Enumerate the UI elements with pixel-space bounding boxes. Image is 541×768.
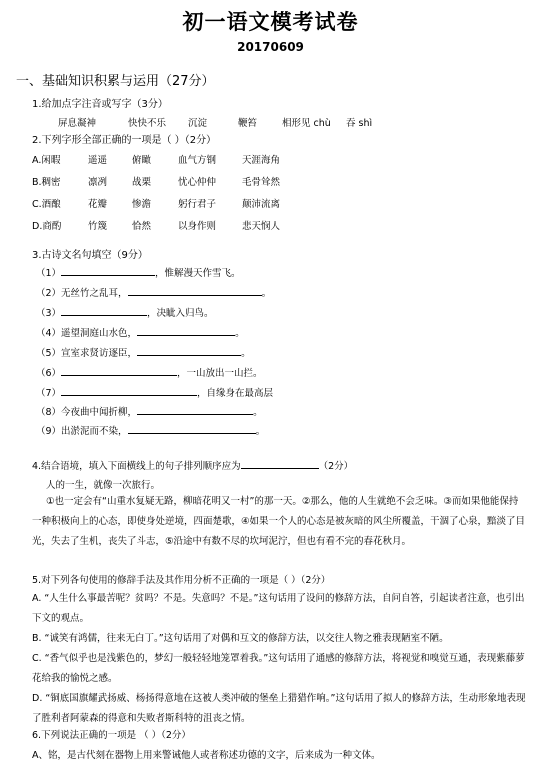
q3-item-6: （6） ，一山放出一山拦。 bbox=[36, 365, 263, 379]
q3-item-2: （2）无丝竹之乱耳， 。 bbox=[36, 285, 271, 299]
fill-blank[interactable] bbox=[137, 325, 235, 336]
q1-word: 相形见 chù bbox=[282, 118, 331, 129]
q1-word: 沉淀 bbox=[188, 118, 208, 129]
q5-option-b: B. “诚笑有鸿儒，往来无白丁。”这句话用了对偶和互文的修辞方法，以交往人物之雅表现陋室不陋。 bbox=[32, 633, 449, 644]
q3-item-9: （9）出淤泥而不染， 。 bbox=[36, 423, 265, 437]
fill-blank[interactable] bbox=[61, 365, 177, 376]
q5-option-a: A. “人生什么事最苦呢？贫吗？不是。失意吗？不是。”这句话用了设问的修辞方法，自问自答，引起读者注意，也引出下文的观点。 bbox=[32, 593, 525, 624]
fill-blank[interactable] bbox=[61, 265, 155, 276]
q4-passage: ①也一定会有“山重水复疑无路，柳暗花明又一村”的那一天。②那么，他的人生就绝不会乏味。③而如果他能保持一种积极向上的心态，即使身处逆境，四面楚歌，④如果一个人的心态是被灰暗的风尘所覆盖，干涸了心泉，黯淡了目光，失去了生机，丧失了斗志，⑤沿途中有数不尽的坎坷泥泞，但也有看不完的春花秋月。 bbox=[32, 496, 526, 547]
q1-word: 快快不乐 bbox=[128, 118, 167, 129]
fill-blank[interactable] bbox=[137, 345, 241, 356]
q5-option-c: C. “香气似乎也是浅紫色的，梦幻一般轻轻地笼罩着我。”这句话用了通感的修辞方法，将视觉和嗅觉互通，表现紫藤萝花给我的愉悦之感。 bbox=[32, 653, 525, 684]
q3-item-7: （7） ，自缘身在最高层 bbox=[36, 385, 273, 399]
q3-item-3: （3） ，决眦入归鸟。 bbox=[36, 305, 214, 319]
q2-stem: 2.下列字形全部正确的一项是（ ）（2分） bbox=[32, 135, 217, 146]
q3-stem: 3.古诗文名句填空（9分） bbox=[32, 250, 148, 261]
q3-item-1: （1） ，惟解漫天作雪飞。 bbox=[36, 265, 241, 279]
q1-word: 屏息凝神 bbox=[58, 118, 97, 129]
exam-date: 20170609 bbox=[237, 40, 304, 54]
q5-option-d: D. “铜底国旗耀武扬威、杨扬得意地在这被人类冲破的堡垒上猎猎作响。”这句话用了拟人的修辞方法，生动形象地表现了胜利者阿蒙森的得意和失败者斯科特的沮丧之情。 bbox=[32, 693, 526, 724]
q1-word: 鞭笞 bbox=[238, 118, 258, 129]
section-heading: 一、基础知识积累与运用（27分） bbox=[16, 74, 215, 89]
fill-blank[interactable] bbox=[241, 458, 319, 469]
q3-item-4: （4）遥望洞庭山水色， 。 bbox=[36, 325, 245, 339]
exam-title: 初一语文模考试卷 bbox=[182, 9, 359, 34]
q3-item-8: （8）今夜曲中闻折柳， 。 bbox=[36, 404, 263, 418]
fill-blank[interactable] bbox=[137, 404, 253, 415]
q6-option-a: A、铭，是古代刻在器物上用来警诫他人或者称述功德的文字，后来成为一种文体。 bbox=[32, 750, 381, 761]
fill-blank[interactable] bbox=[61, 385, 197, 396]
q6-stem: 6.下列说法正确的一项是 （ ）（2分） bbox=[32, 730, 191, 741]
q1-word: 吞 shì bbox=[346, 118, 373, 129]
q5-stem: 5.对下列各句使用的修辞手法及其作用分析不正确的一项是（ ）（2分） bbox=[32, 575, 331, 586]
fill-blank[interactable] bbox=[128, 423, 256, 434]
q4-stem: 4.结合语境，填入下面横线上的句子排列顺序应为 （2分） bbox=[32, 458, 353, 472]
fill-blank[interactable] bbox=[128, 285, 262, 296]
q1-stem: 1.给加点字注音或写字（3分） bbox=[32, 99, 168, 110]
q4-lead: 人的一生，就像一次旅行。 bbox=[46, 480, 161, 491]
q3-item-5: （5）宣室求贤访逐臣， 。 bbox=[36, 345, 251, 359]
fill-blank[interactable] bbox=[61, 305, 147, 316]
